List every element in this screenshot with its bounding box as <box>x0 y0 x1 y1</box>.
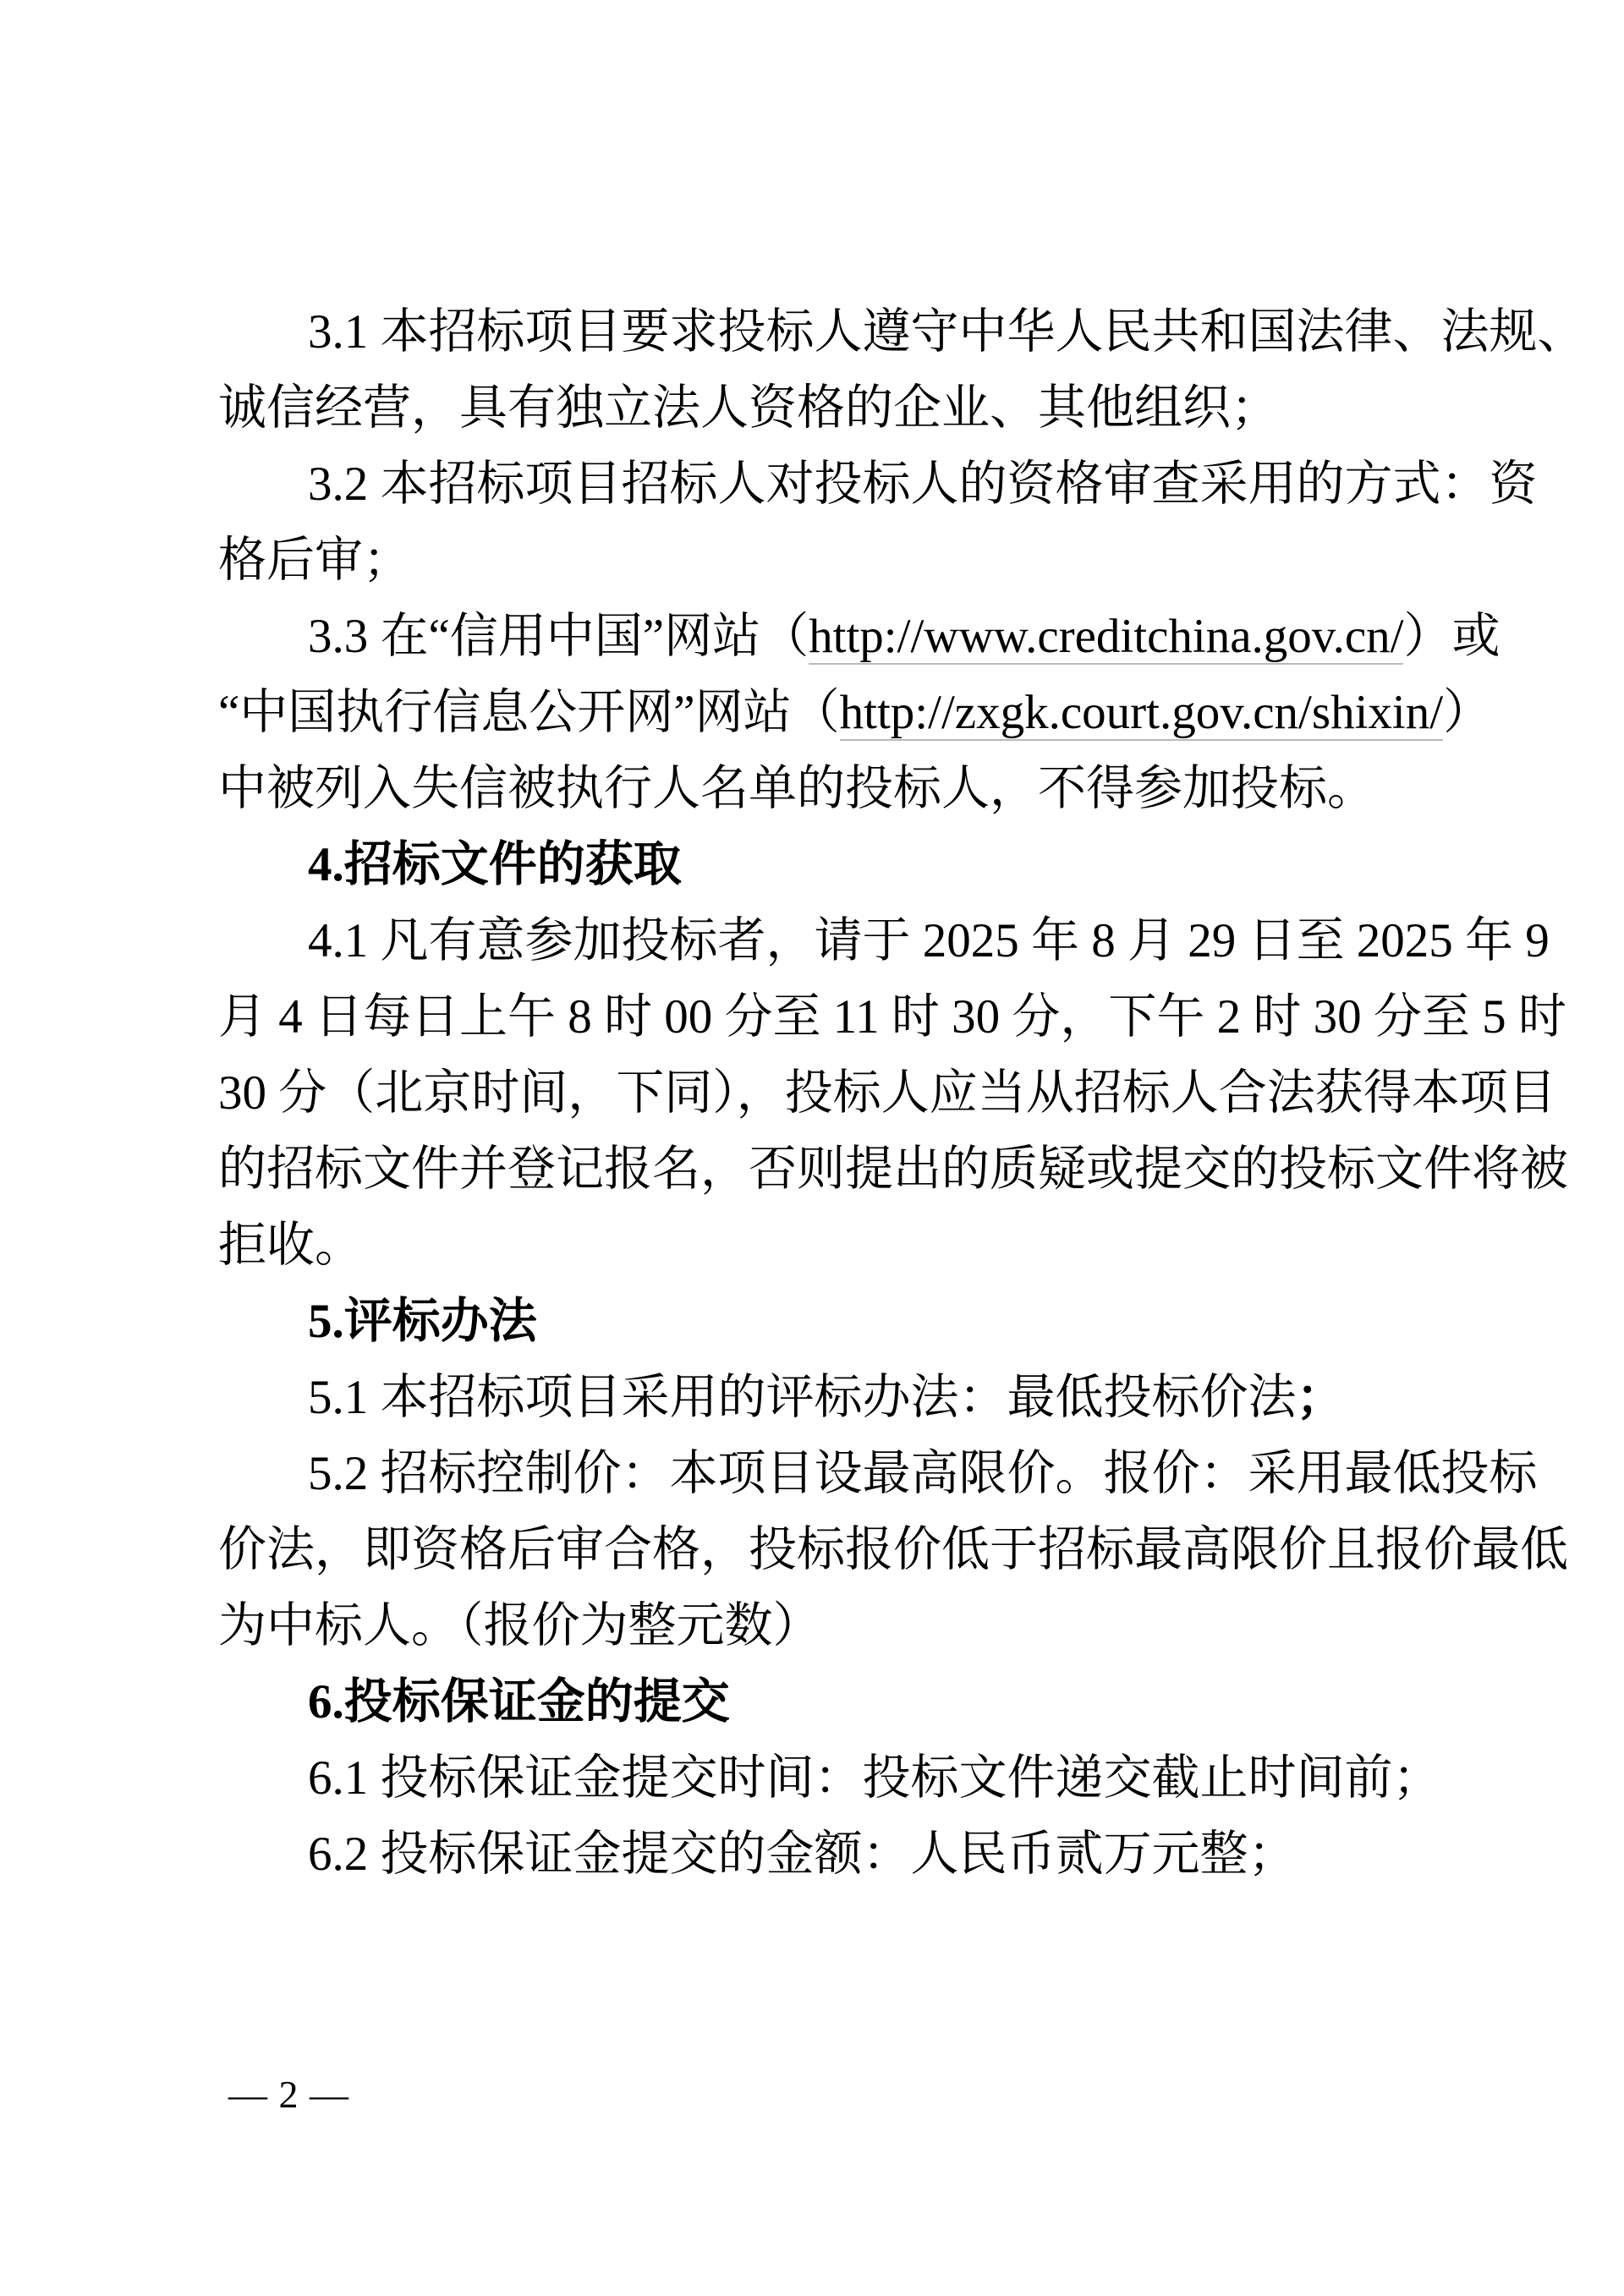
text-line <box>218 523 1415 599</box>
clause-4-1 <box>218 903 1568 1284</box>
text-segment: 3.2 本招标项目招标人对投标人的资格审查采用的方式：资 <box>308 458 1538 511</box>
text-segment: 格后审； <box>218 534 411 587</box>
text-line <box>218 1588 1415 1664</box>
bold-text-segment: 4.招标文件的获取 <box>308 838 682 891</box>
bold-text-segment: 6.投标保证金的提交 <box>308 1675 730 1729</box>
text-line <box>218 447 1538 523</box>
text-segment: 月 4 日每日上午 8 时 00 分至 11 时 30 分，下午 2 时 30 分至 5 时 <box>218 990 1566 1044</box>
clause-5-2 <box>218 1436 1568 1664</box>
text-segment: ）或 <box>1403 610 1501 663</box>
text-line <box>218 979 1566 1055</box>
text-segment: 的招标文件并登记报名，否则提出的质疑或提交的投标文件将被 <box>218 1143 1568 1196</box>
page-footer <box>228 2074 349 2116</box>
text-line <box>218 1436 1538 1512</box>
text-segment: 3.1 本招标项目要求投标人遵守中华人民共和国法律、法规、 <box>308 305 1586 359</box>
heading-line <box>218 1284 1415 1360</box>
page-number: — 2 — <box>228 2073 349 2116</box>
bold-text-segment: ； <box>1296 1371 1345 1424</box>
text-line <box>218 599 1501 675</box>
heading-6 <box>218 1664 1415 1740</box>
heading-5 <box>218 1284 1415 1360</box>
text-line <box>218 1740 1441 1817</box>
clause-6-1 <box>218 1740 1441 1817</box>
clause-5-1 <box>218 1360 1415 1436</box>
text-segment: 5.2 招标控制价：本项目设最高限价。报价：采用最低投标 <box>308 1447 1538 1500</box>
document-body <box>218 294 1586 1893</box>
text-line <box>218 1512 1568 1588</box>
clause-3-2 <box>218 447 1538 599</box>
text-line <box>218 1208 1415 1284</box>
url-link[interactable]: http://www.creditchina.gov.cn/ <box>809 610 1404 663</box>
text-line <box>218 675 1492 751</box>
text-segment: “中国执行信息公开网”网站（ <box>218 686 840 739</box>
text-segment: 4.1 凡有意参加投标者，请于 2025 年 8 月 29 日至 2025 年 9 <box>308 914 1550 967</box>
text-segment: 6.1 投标保证金提交时间：投标文件递交截止时间前； <box>308 1751 1441 1805</box>
text-line <box>218 1055 1556 1132</box>
clause-6-2 <box>218 1817 1415 1893</box>
text-segment: 拒收。 <box>218 1219 363 1272</box>
text-line <box>218 903 1550 979</box>
heading-line <box>218 827 1415 903</box>
text-line <box>218 370 1415 447</box>
heading-4 <box>218 827 1415 903</box>
url-link[interactable]: http://zxgk.court.gov.cn/shixin/ <box>839 686 1444 739</box>
text-segment: 诚信经营，具有独立法人资格的企业、其他组织； <box>218 381 1279 435</box>
text-segment: 5.1 本招标项目采用的评标办法：最低投标价法 <box>308 1371 1297 1424</box>
text-line <box>218 751 1415 827</box>
clause-3-1 <box>218 294 1586 447</box>
text-line <box>218 1360 1415 1436</box>
bold-text-segment: 5.评标办法 <box>308 1295 537 1348</box>
text-segment: 30 分（北京时间，下同），投标人应当从招标人合法获得本项目 <box>218 1066 1556 1120</box>
text-segment: 3.3 在“信用中国”网站（ <box>308 610 809 663</box>
heading-line <box>218 1664 1415 1740</box>
text-segment: ） <box>1443 686 1492 739</box>
text-segment: 中被列入失信被执行人名单的投标人，不得参加投标。 <box>218 762 1375 815</box>
text-segment: 价法，即资格后审合格，投标报价低于招标最高限价且报价最低 <box>218 1523 1568 1576</box>
text-segment: 6.2 投标保证金提交的金额：人民币贰万元整； <box>308 1827 1297 1881</box>
text-segment: 为中标人。（报价为整元数） <box>218 1599 821 1652</box>
clause-3-3 <box>218 599 1501 827</box>
text-line <box>218 1817 1415 1893</box>
text-line <box>218 294 1586 370</box>
text-line <box>218 1132 1568 1208</box>
